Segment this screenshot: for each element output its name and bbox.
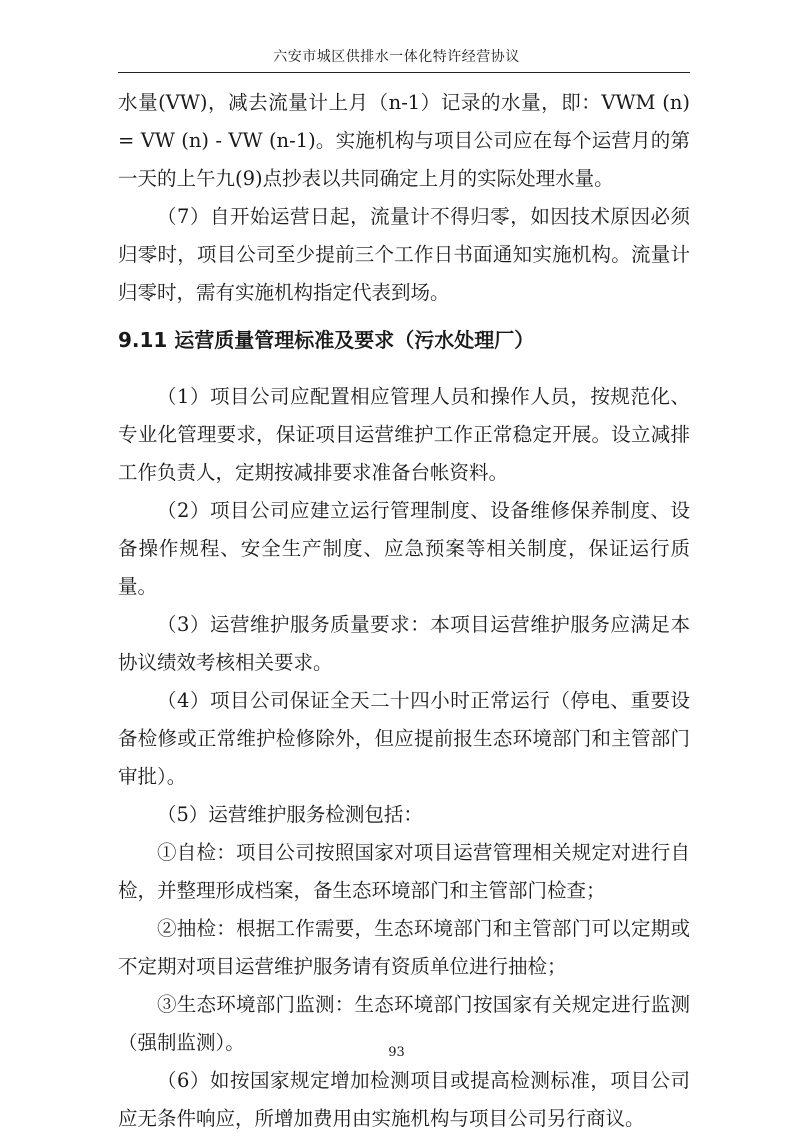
list-item-3: （3）运营维护服务质量要求：本项目运营维护服务应满足本协议绩效考核相关要求。 [118,613,690,674]
header-rule [118,72,690,73]
section-heading: 9.11 运营质量管理标准及要求（污水处理厂） [118,328,535,352]
sub-item-spot-check: ②抽检：根据工作需要，生态环境部门和主管部门可以定期或不定期对项目运营维护服务请有资质单位进行抽检； [118,917,690,978]
paragraph-item-7: （7）自开始运营日起，流量计不得归零，如因技术原因必须归零时，项目公司至少提前三个工作日书面通知实施机构。流量计归零时，需有实施机构指定代表到场。 [118,205,690,304]
paragraph-continued: 水量(VW)，减去流量计上月（n-1）记录的水量，即：VWM (n) = VW (n) - VW (n-1)。实施机构与项目公司应在每个运营月的第一天的上午九(9)点抄表以共同确定上月的实际处理水量。 [118,91,690,190]
page-body [118,84,690,1138]
list-item-4: （4）项目公司保证全天二十四小时正常运行（停电、重要设备检修或正常维护检修除外，但应提前报生态环境部门和主管部门审批）。 [118,689,690,788]
sub-item-monitoring: ③生态环境部门监测：生态环境部门按国家有关规定进行监测（强制监测）。 [118,993,690,1054]
page-number: 93 [388,1045,405,1060]
page-header: 六安市城区供排水一体化特许经营协议 [273,49,520,65]
sub-item-self-check: ①自检：项目公司按照国家对项目运营管理相关规定对进行自检，并整理形成档案，备生态环境部门和主管部门检查； [118,841,690,902]
list-item-5: （5）运营维护服务检测包括： [157,803,423,826]
list-item-6: （6）如按国家规定增加检测项目或提高检测标准，项目公司应无条件响应，所增加费用由实施机构与项目公司另行商议。 [118,1069,690,1130]
list-item-2: （2）项目公司应建立运行管理制度、设备维修保养制度、设备操作规程、安全生产制度、应急预案等相关制度，保证运行质量。 [118,499,690,598]
list-item-1: （1）项目公司应配置相应管理人员和操作人员，按规范化、专业化管理要求，保证项目运营维护工作正常稳定开展。设立减排工作负责人，定期按减排要求准备台帐资料。 [118,385,690,484]
